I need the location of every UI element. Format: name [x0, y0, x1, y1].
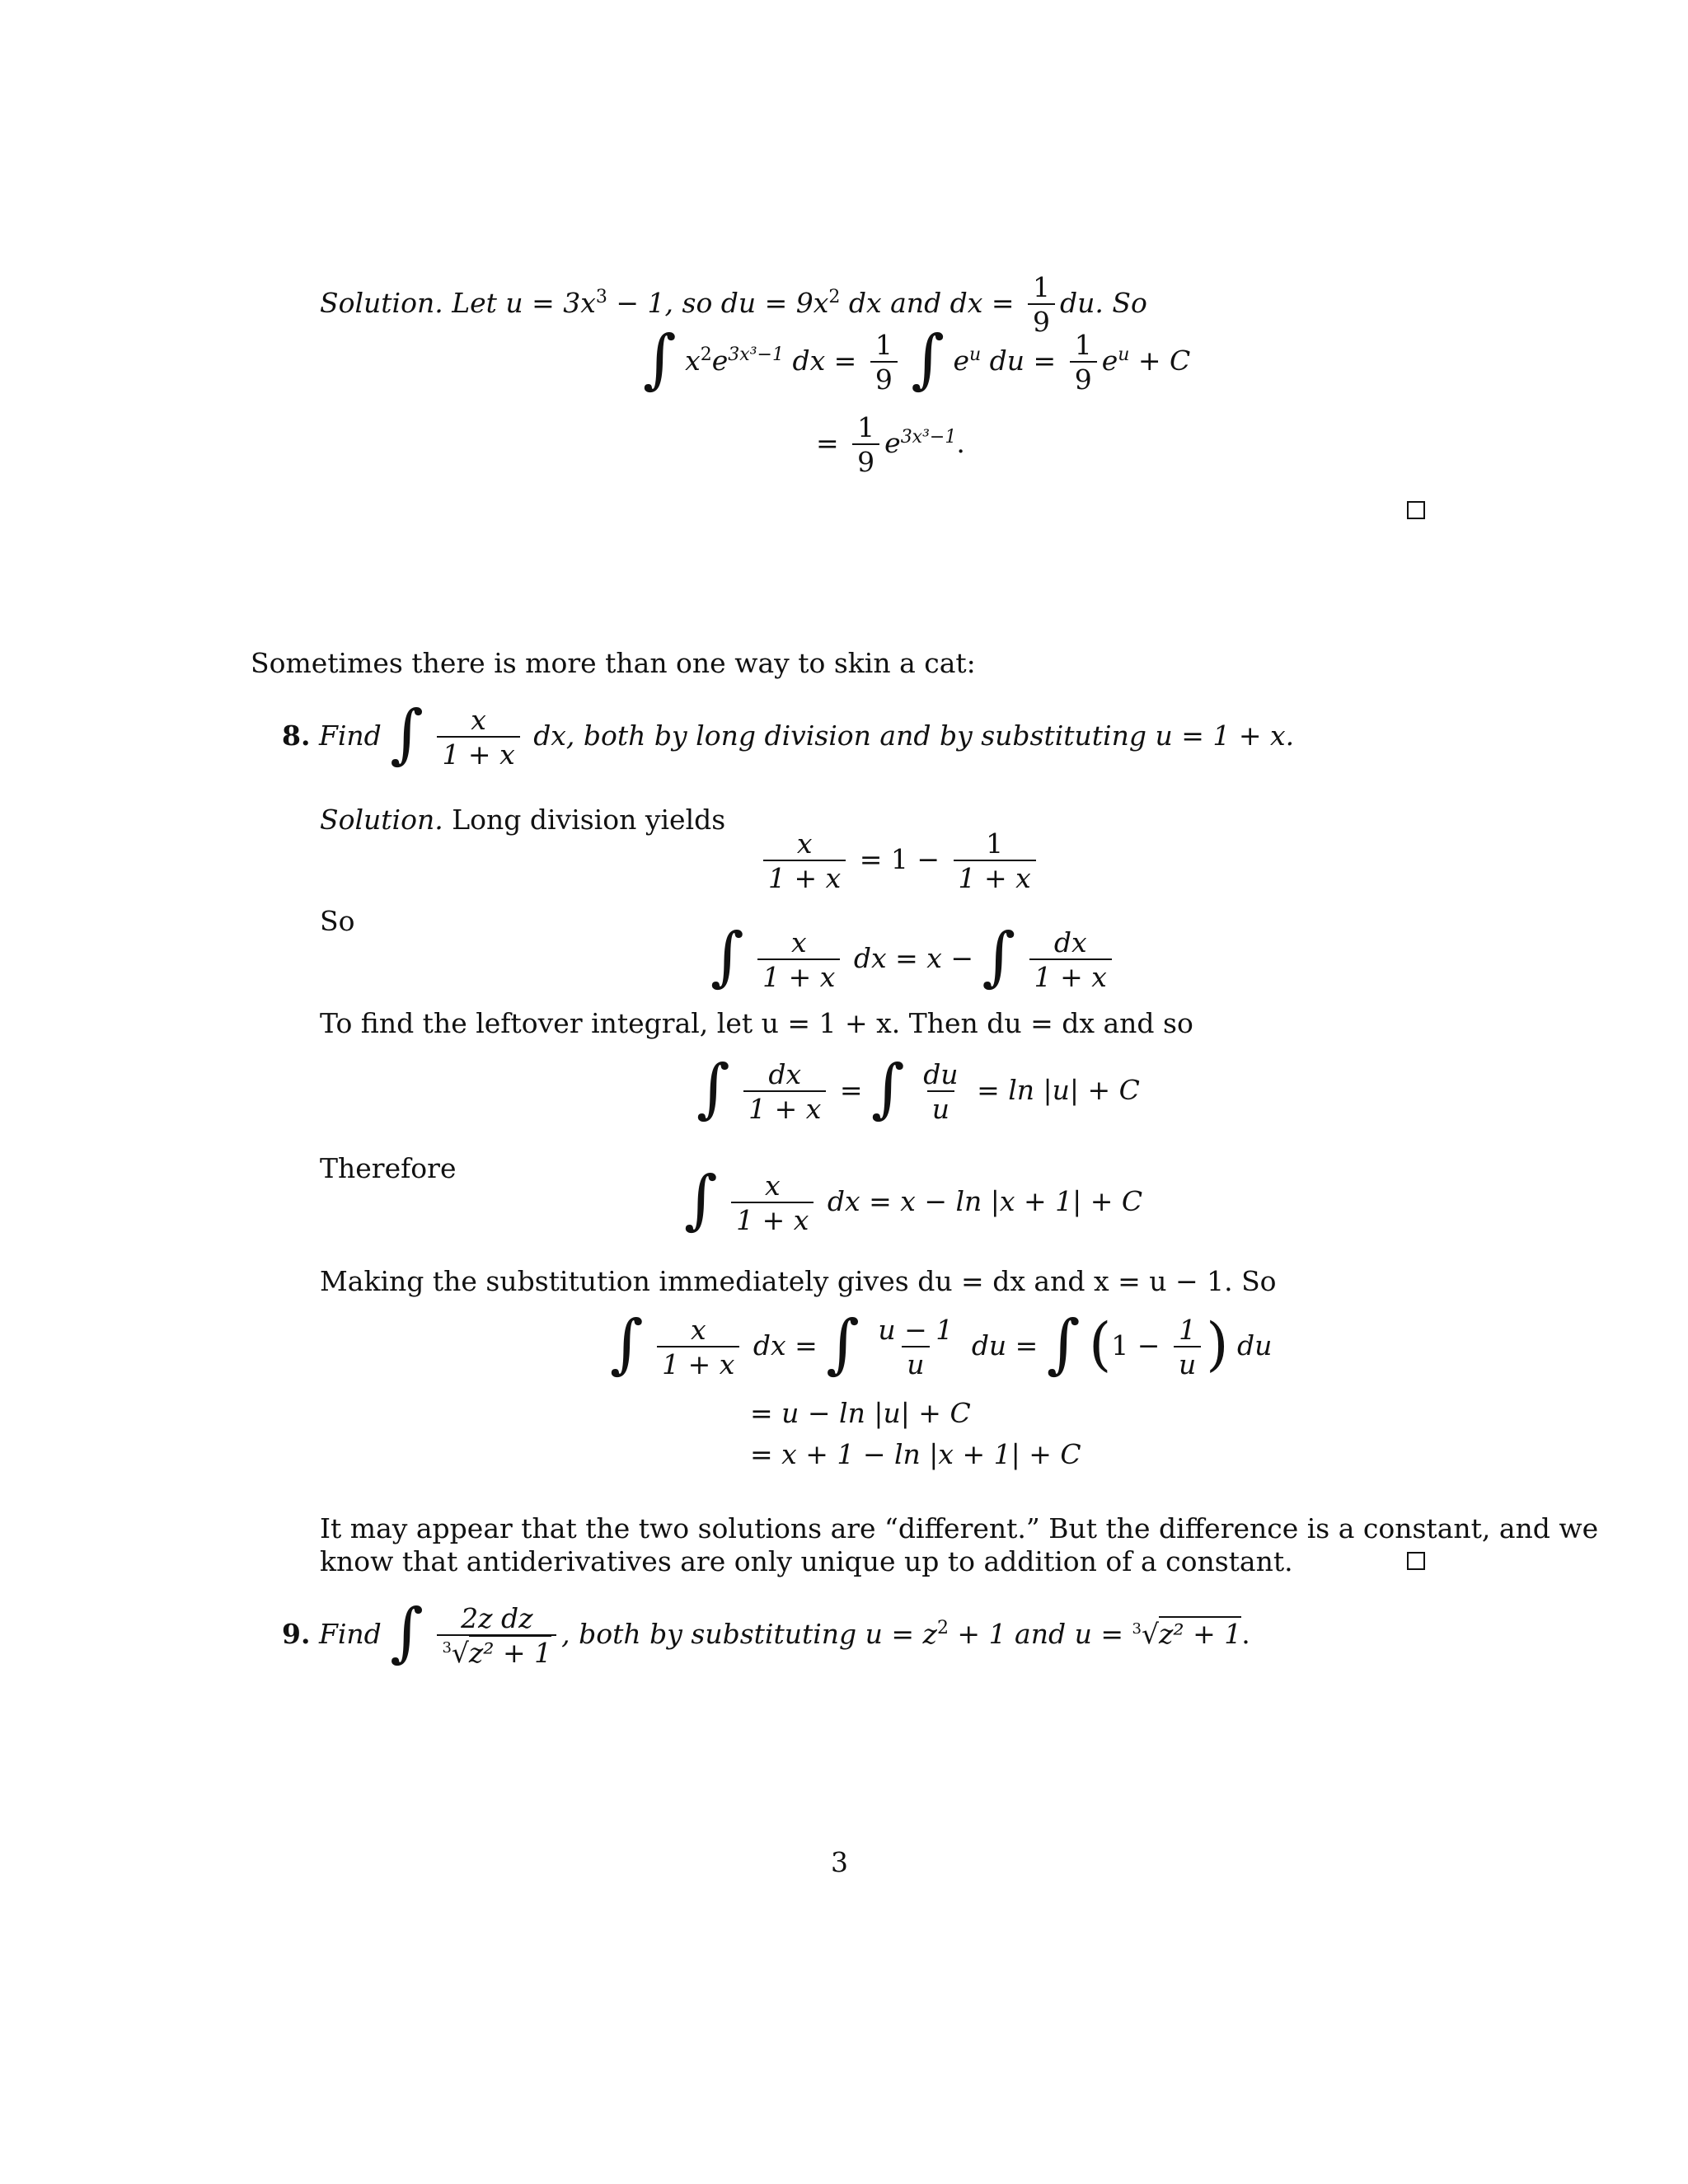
sol-equation-2 [816, 412, 965, 478]
problem-find: Find [318, 1617, 382, 1650]
eq-rhs-exp: u [1118, 344, 1130, 365]
leftover-text: To find the leftover integral, let u = 1 + x. Then du = dx and so [320, 1007, 1193, 1039]
sol-text-d: du. So [1060, 286, 1147, 319]
eq3-mid: = [839, 1073, 863, 1106]
sol-exp-b: 2 [828, 286, 841, 307]
p9-end: . [1241, 1617, 1250, 1650]
sol-text-b: − 1, so du = 9x [607, 286, 829, 319]
making-text: Making the substitution immediately gives du = dx and x = u − 1. So [320, 1265, 1277, 1297]
eq-lhs-exp: 2 [700, 344, 712, 365]
p9-root: z² + 1 [1158, 1617, 1242, 1650]
eq-mid-du: du = [981, 344, 1057, 377]
p9-rest-exp: 2 [936, 1617, 949, 1638]
problem-find: Find [318, 719, 382, 752]
p8-eq7: = x + 1 − ln |x + 1| + C [750, 1438, 1081, 1470]
eq2-exp: 3x³−1 [900, 426, 957, 448]
problem-number: 9. [282, 1617, 311, 1650]
sol-text-a: Let u = 3x [452, 286, 596, 319]
integral-sign: ∫ [390, 696, 424, 771]
problem-9-fraction: $\frac{\text{2z dz}}{^3√z^2 + 1}$ [437, 1603, 556, 1669]
eq5-end: du [1237, 1329, 1273, 1361]
eq2-eq: = [816, 426, 839, 459]
eq3-end: = ln |u| + C [977, 1073, 1140, 1106]
intro-text: Sometimes there is more than one way to skin a cat: [251, 647, 976, 679]
eq-frac-1: $\frac{1}{9}$ [870, 330, 898, 396]
integral-sign: ∫ [911, 321, 945, 396]
qed-box [1407, 501, 1425, 519]
problem-8-rest: dx, both by long division and by substituting u = 1 + x. [533, 719, 1295, 752]
p8-eq5: ∫ $\frac{x}{1 + x}$ dx = ∫ $\frac{u - 1}{u}$ du = ∫ (1 − $\frac{1}{u}$ ) du [610, 1306, 1273, 1381]
p8-eq6: = u − ln |u| + C [750, 1397, 971, 1429]
eq2-frac: $\frac{1}{9}$ [852, 412, 879, 478]
eq-e-exp: 3x³−1 [728, 344, 784, 365]
sol-text-c: dx and dx = [840, 286, 1024, 319]
sol-fraction: $\frac{1}{9}$ [1028, 272, 1055, 338]
therefore-text: Therefore [320, 1152, 457, 1184]
top-solution-line [320, 272, 1147, 338]
p8-eq2: ∫ $\frac{x}{1 + x}$ dx = x − ∫ $\frac{dx}{1 + x}$ [710, 927, 1117, 993]
p8-eq1: $\frac{x}{1 + x}$ = 1 − $\frac{1}{1 + x}$ [758, 828, 1041, 894]
eq2-e: e [884, 426, 901, 459]
p8-solution-line [320, 804, 725, 836]
integral-sign: ∫ [390, 1595, 424, 1670]
eq4-end: dx = x − ln |x + 1| + C [827, 1184, 1143, 1217]
eq5-one: 1 − [1111, 1329, 1160, 1361]
eq-rhs-c: + C [1129, 344, 1191, 377]
qed-box [1407, 1552, 1425, 1570]
sol-exp-a: 3 [595, 286, 607, 307]
eq1-mid: = 1 − [859, 842, 940, 875]
p8-eq3: ∫ $\frac{dx}{1 + x}$ = ∫ $\frac{du}{u}$ = ln |u| + C [696, 1051, 1140, 1126]
problem-8-fraction: $\frac{x}{1 + x}$ [437, 705, 519, 771]
problem-9: 9. Find ∫ $\frac{\text{2z dz}}{^3√z^2 + 1}$ , both by substituting $u = z^2 + 1$ and u = $^3$√z² + 1. [282, 1595, 1250, 1670]
eq-mid-exp: u [969, 344, 982, 365]
eq-lhs: x [685, 344, 701, 377]
solution-label: Solution. [320, 286, 443, 319]
remark-line-1: It may appear that the two solutions are “different.” But the difference is a constant, and we [320, 1512, 1599, 1544]
problem-8 [282, 696, 1295, 771]
eq-mid: e [953, 344, 969, 377]
eq-dx: dx = [783, 344, 857, 377]
solution-text: Long division yields [452, 804, 726, 836]
p8-eq4: ∫ $\frac{x}{1 + x}$ dx = x − ln |x + 1| + C [684, 1162, 1143, 1237]
problem-number: 8. [282, 719, 311, 752]
page-number: 3 [831, 1846, 848, 1878]
p9-rest-b: + 1 and u = [948, 1617, 1132, 1650]
eq-rhs: e [1101, 344, 1118, 377]
eq5-du: du = [971, 1329, 1039, 1361]
eq2-end: . [956, 426, 965, 459]
p9-rest-a: , both by substituting u = z [561, 1617, 937, 1650]
so-text: So [320, 905, 355, 937]
remark-line-2: know that antiderivatives are only unique up to addition of a constant. [320, 1545, 1293, 1577]
solution-label: Solution. [320, 804, 443, 836]
integral-sign: ∫ [643, 321, 677, 396]
sol-equation-1 [643, 321, 1191, 396]
eq-e: e [711, 344, 729, 377]
eq2-mid: dx = x − [853, 941, 974, 974]
eq-frac-2: $\frac{1}{9}$ [1070, 330, 1097, 396]
eq5-dx: dx = [753, 1329, 818, 1361]
